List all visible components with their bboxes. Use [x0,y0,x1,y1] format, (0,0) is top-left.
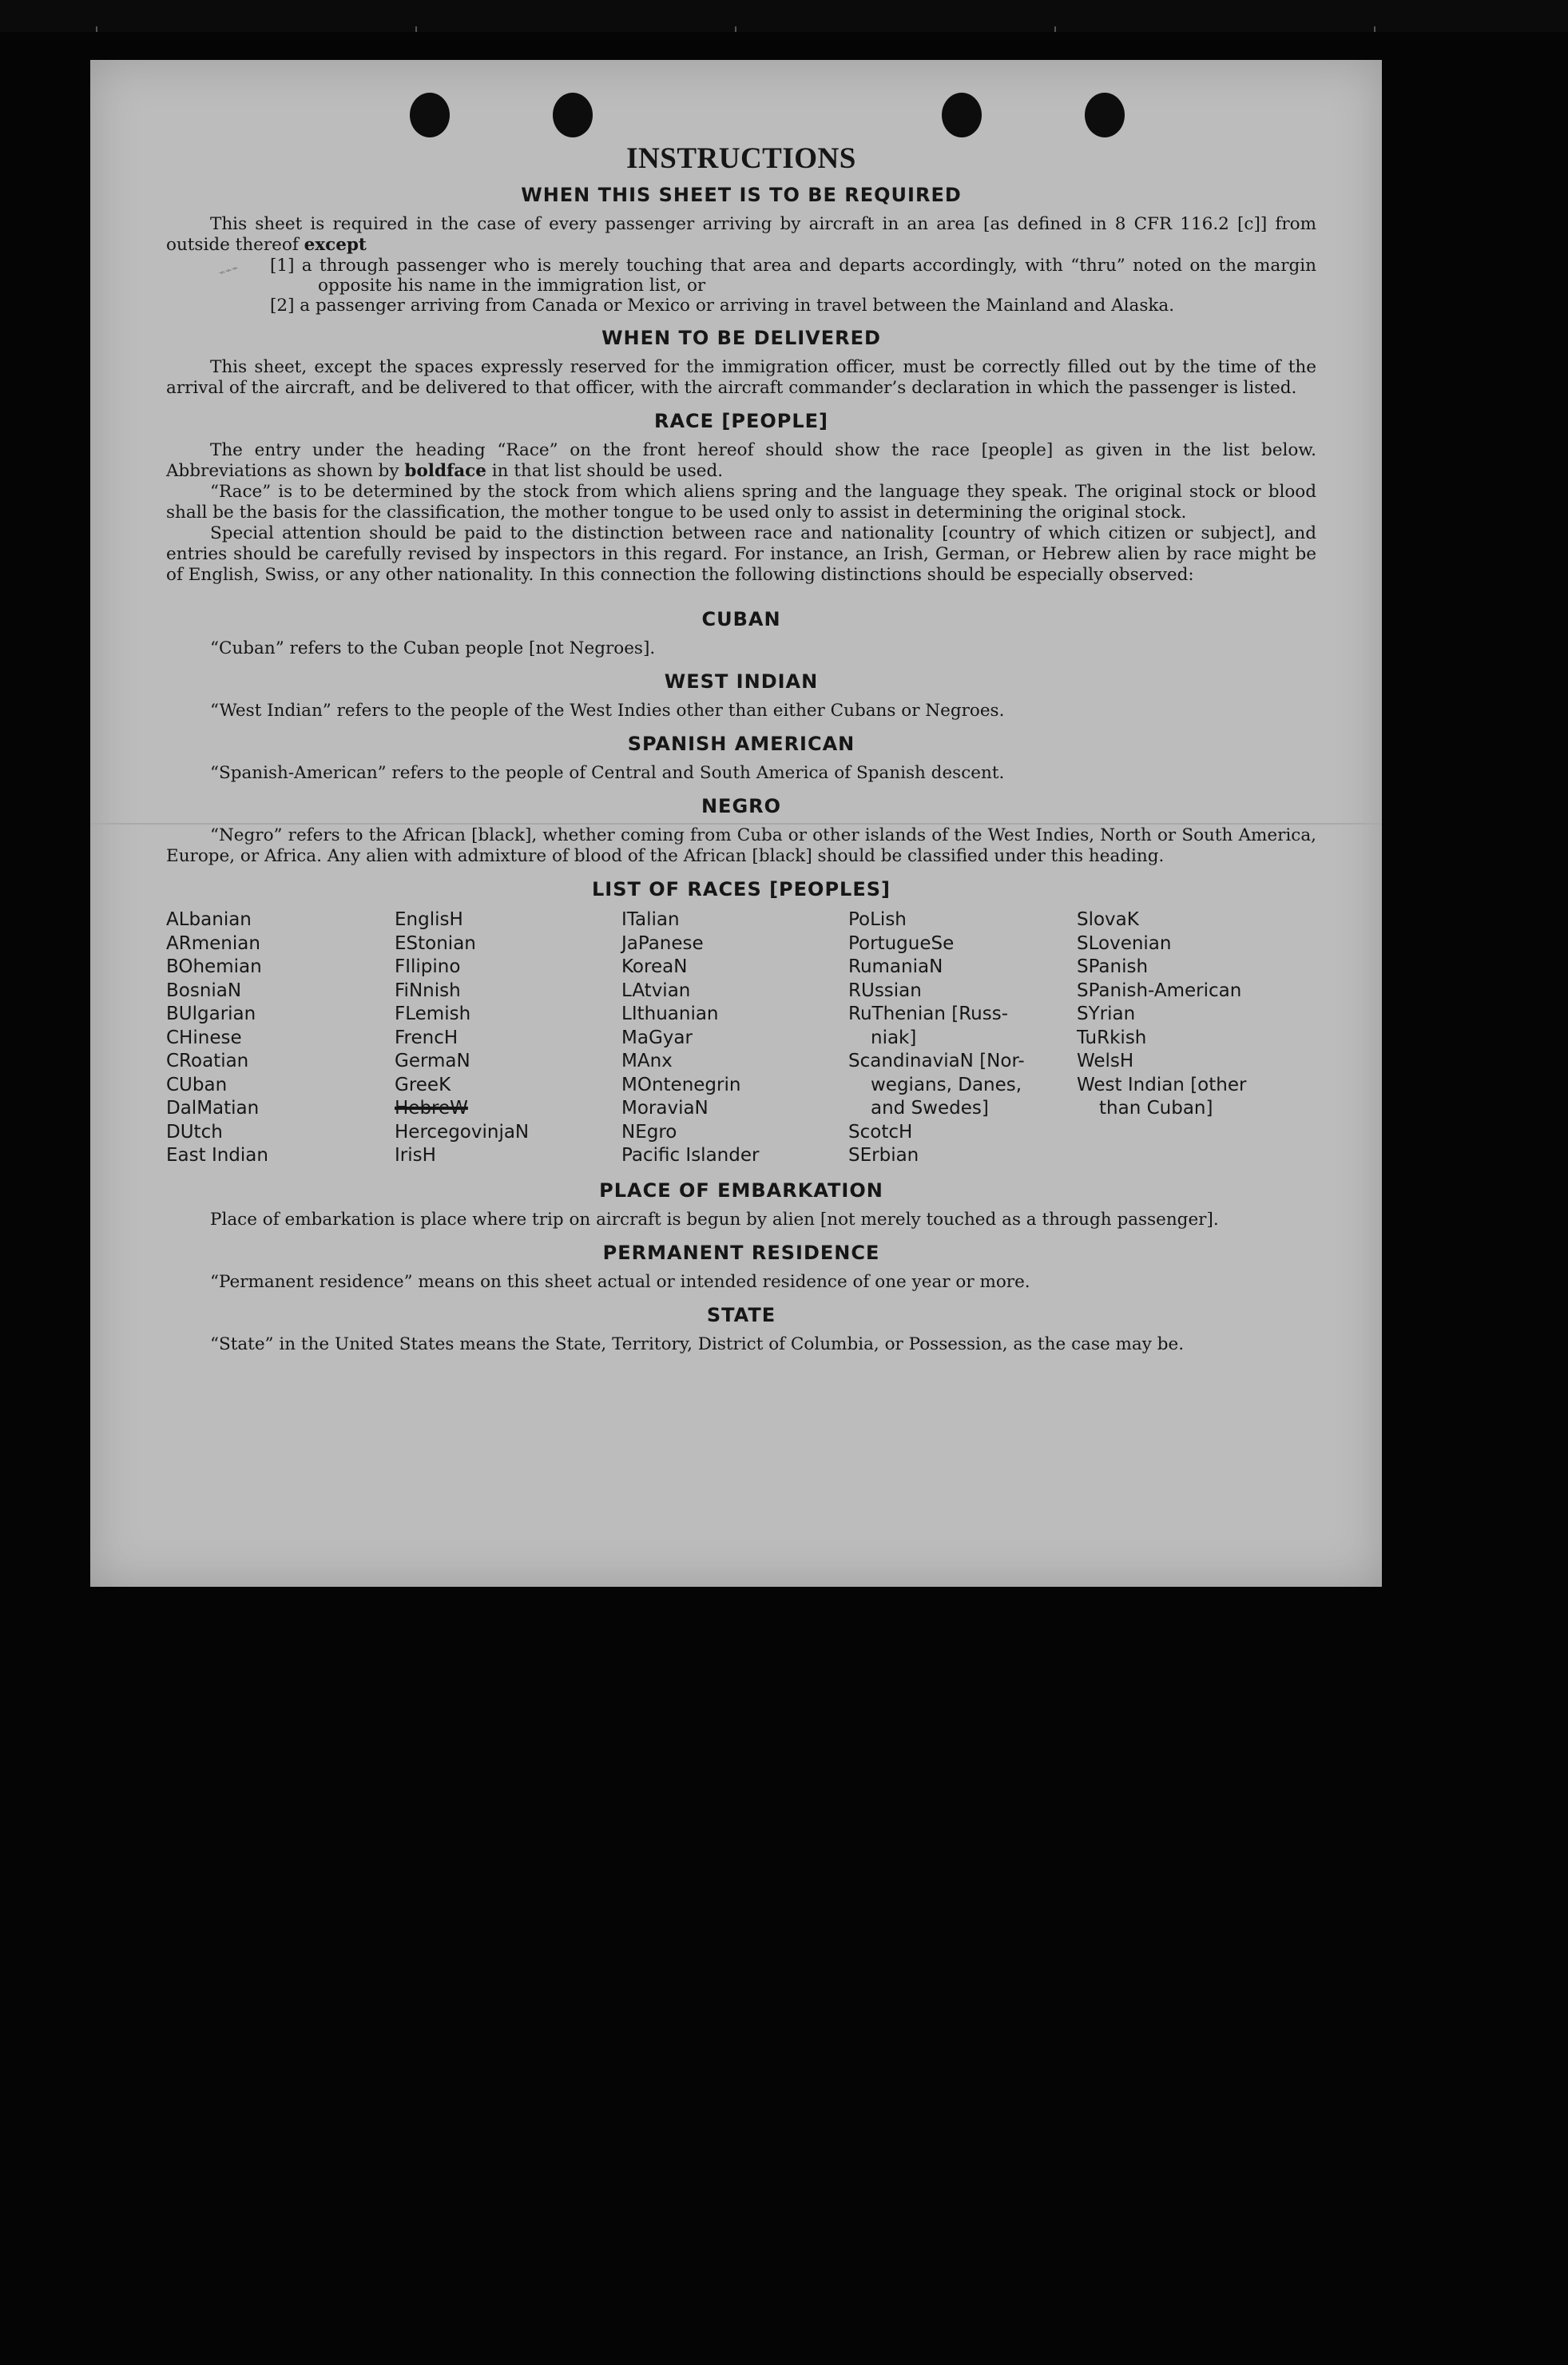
race-entry: GreeK [395,1074,451,1095]
race-entry: FLemish [395,1004,471,1024]
race-entry: MAnx [621,1051,673,1071]
west-indian-text: “West Indian” refers to the people of the West Indies other than either Cubans or Negroes. [210,701,1005,721]
race-entry: ALbanian [166,909,252,930]
faint-stamp: ⌁⌁⌁ [216,261,240,280]
race-entry: MaGyar [621,1027,693,1048]
race-paragraph-2: “Race” is to be determined by the stock from which aliens spring and the language they speak. The original stock or blood shall be the basis for the classification, the mother tongue to be used only to assist in determining the original stock. [166,482,1316,523]
race-entry: East Indian [166,1145,268,1166]
race-entry: ARmenian [166,932,260,954]
race-entry: EStonian [395,932,476,954]
race-entry: West Indian [other than Cuban] [1077,1074,1247,1119]
race-paragraph-1: The entry under the heading “Race” on the front hereof should show the race [people] as given in the list below. Abbreviations as shown by boldface in that list should be used. [166,440,1316,481]
races-column [1077,908,1316,1168]
race-entry: PoLish [848,909,907,930]
race-entry: RuThenian [Russ- niak] [848,1004,1009,1048]
race-entry: DUtch [166,1121,223,1143]
section-heading-state: STATE [706,1303,776,1326]
cuban-text: “Cuban” refers to the Cuban people [not Negroes]. [210,638,656,658]
race-entry: FrencH [395,1027,458,1048]
race-entry: KoreaN [621,956,688,977]
negro-text: “Negro” refers to the African [black], whether coming from Cuba or other islands of the West Indies, North or South America, Europe, or Africa. Any alien with admixture of blood of the African [black] should be classified under this heading. [166,825,1316,866]
race-entry: CRoatian [166,1051,249,1071]
section-heading-list-of-races: LIST OF RACES [PEOPLES] [592,878,891,900]
film-edge-strip [0,0,1568,32]
embarkation-text: Place of embarkation is place where trip on aircraft is begun by alien [not merely touched as a through passenger]. [210,1209,1219,1230]
section-heading-negro: NEGRO [701,795,782,817]
races-column [166,908,395,1168]
race-entry: IrisH [395,1145,436,1166]
race-entry: DalMatian [166,1098,260,1119]
punch-hole [410,93,450,137]
residence-text: “Permanent residence” means on this sheet actual or intended residence of one year or more. [210,1271,1030,1292]
race-entry: BOhemian [166,956,262,977]
punch-hole [1085,93,1125,137]
race-entry: TuRkish [1077,1027,1147,1048]
section-heading-residence: PERMANENT RESIDENCE [602,1241,880,1264]
race-entry: JaPanese [621,932,704,954]
race-entry: HercegovinjaN [395,1121,530,1143]
section-heading-west-indian: WEST INDIAN [664,670,819,693]
race-entry: ITalian [621,909,680,930]
races-list [166,908,1316,1168]
punch-hole [942,93,982,137]
section-heading-cuban: CUBAN [701,608,781,630]
race-entry: WelsH [1077,1051,1134,1071]
race-paragraph-3: Special attention should be paid to the distinction between race and nationality [country of which citizen or subject], and entries should be carefully revised by inspectors in this regard. For instance, an Irish, German, or Hebrew alien by race might be of English, Swiss, or any other nationality. In this connection the following distinctions should be especially observed: [166,523,1316,585]
required-item-1: [1] a through passenger who is merely touching that area and departs accordingly, with “thru” noted on the margin opposite his name in the immigration list, or [270,256,1316,296]
section-heading-race: RACE [PEOPLE] [653,410,829,432]
section-heading-required: WHEN THIS SHEET IS TO BE REQUIRED [521,184,962,206]
race-entry: RumaniaN [848,956,943,977]
race-entry: BUlgarian [166,1004,256,1024]
races-column [621,908,848,1168]
race-entry: EnglisH [395,909,463,930]
race-entry: MoraviaN [621,1098,709,1119]
page-title: INSTRUCTIONS [626,142,856,175]
race-entry: GermaN [395,1051,470,1071]
race-entry: BosniaN [166,980,242,1001]
race-entry: NEgro [621,1121,677,1143]
race-entry: PortugueSe [848,932,955,954]
document-sheet [90,60,1382,1587]
race-entry: ScandinaviaN [Nor- wegians, Danes, and Swedes] [848,1051,1025,1119]
race-entry: ScotcH [848,1121,913,1143]
delivered-text: This sheet, except the spaces expressly reserved for the immigration officer, must be correctly filled out by the time of the arrival of the aircraft, and be delivered to that officer, with the aircraft commander’s declaration in which the passenger is listed. [166,357,1316,398]
section-heading-spanish-american: SPANISH AMERICAN [627,733,855,755]
race-entry: FIlipino [395,956,461,977]
required-intro: This sheet is required in the case of every passenger arriving by aircraft in an area [as defined in 8 CFR 116.2 [c]] from outside thereof except [166,214,1316,255]
race-entry: LIthuanian [621,1004,719,1024]
race-entry: HebreW [395,1098,468,1119]
state-text: “State” in the United States means the State, Territory, District of Columbia, or Possession, as the case may be. [210,1334,1185,1354]
race-entry: SPanish-American [1077,980,1242,1001]
instructions-body [166,141,1316,1355]
race-entry: SPanish [1077,956,1149,977]
races-column [848,908,1077,1168]
spanish-american-text: “Spanish-American” refers to the people of Central and South America of Spanish descent. [210,763,1005,783]
race-entry: FiNnish [395,980,461,1001]
races-column [395,908,621,1168]
section-heading-delivered: WHEN TO BE DELIVERED [601,327,881,349]
race-entry: SlovaK [1077,909,1139,930]
race-entry: SErbian [848,1145,919,1166]
race-entry: SYrian [1077,1004,1136,1024]
race-entry: LAtvian [621,980,691,1001]
race-entry: CUban [166,1074,228,1095]
punch-hole [553,93,593,137]
section-heading-embarkation: PLACE OF EMBARKATION [599,1179,883,1202]
race-entry: MOntenegrin [621,1074,741,1095]
race-entry: Pacific Islander [621,1145,760,1166]
race-entry: RUssian [848,980,922,1001]
race-entry: SLovenian [1077,932,1172,954]
race-entry: CHinese [166,1027,242,1048]
required-item-2: [2] a passenger arriving from Canada or Mexico or arriving in travel between the Mainland and Alaska. [270,296,1175,316]
